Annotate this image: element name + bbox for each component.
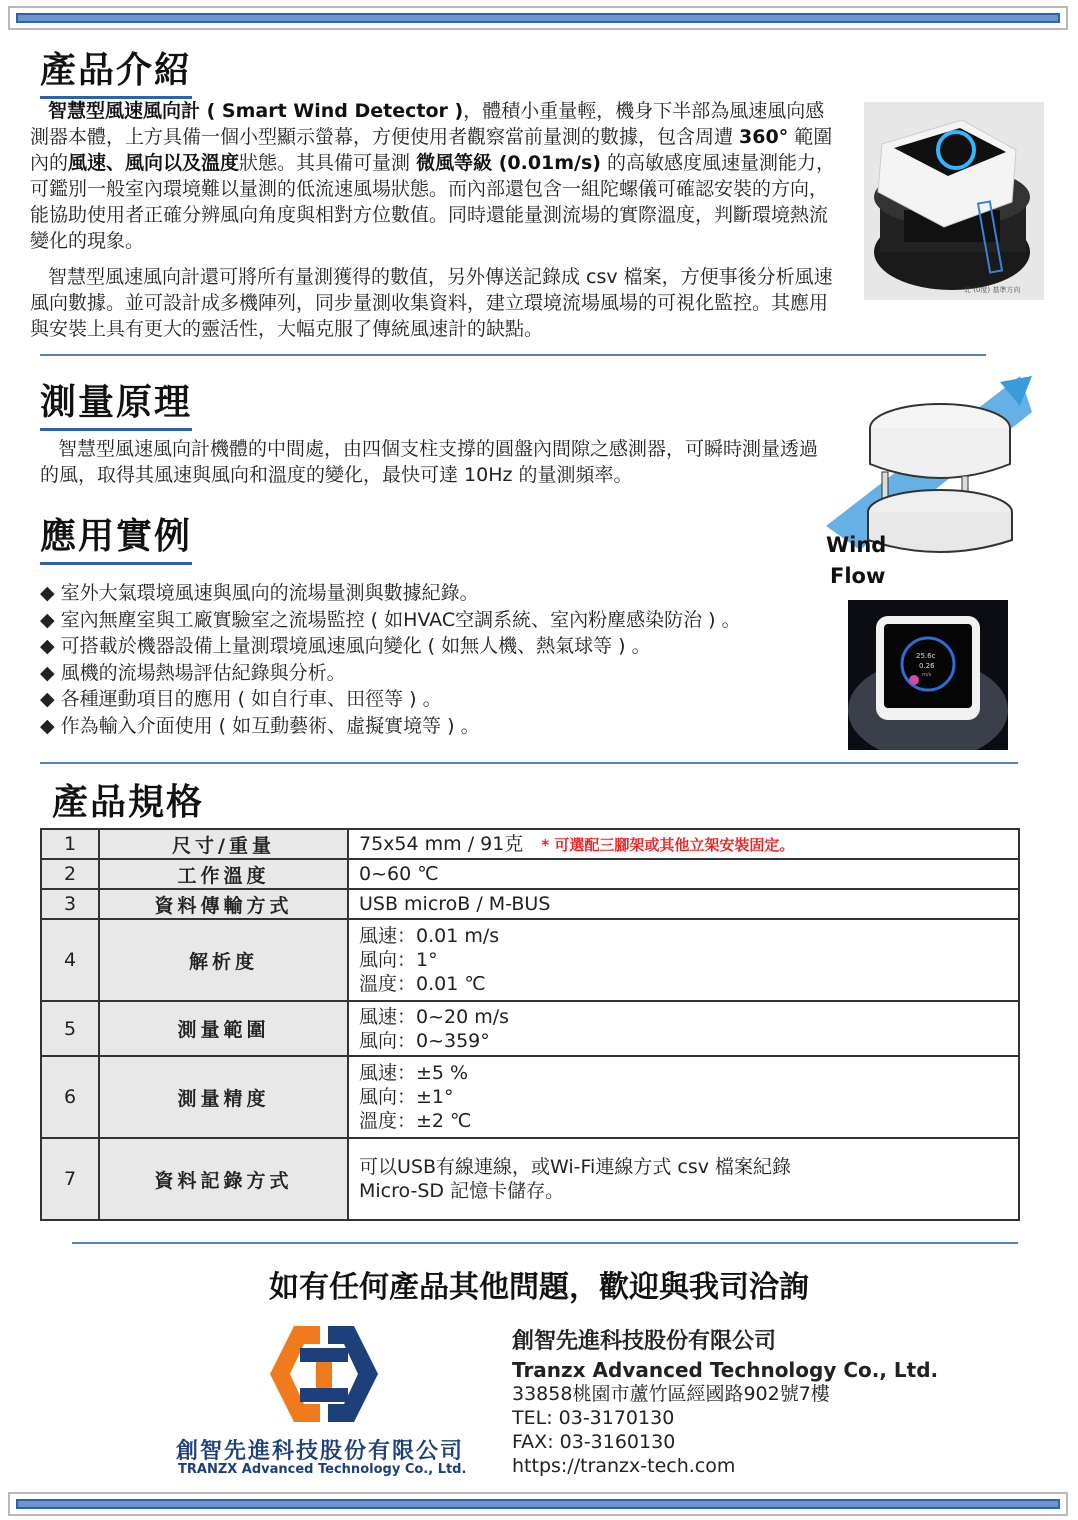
spec-label: 測量範圍: [99, 1001, 348, 1056]
company-name-cn: 創智先進科技股份有限公司: [512, 1329, 777, 1354]
address: 33858桃園市蘆竹區經國路902號7樓: [512, 1383, 830, 1405]
list-item: ◆ 可搭載於機器設備上量測環境風速風向變化 ( 如無人機、熱氣球等 ) 。: [40, 633, 741, 660]
spec-value: 可以USB有線連線，或Wi-Fi連線方式 csv 檔案紀錄 Micro-SD 記憶卡儲存。: [348, 1138, 1019, 1220]
website-link[interactable]: https://tranzx-tech.com: [512, 1455, 736, 1477]
table-row: [41, 1138, 1019, 1220]
logo-english-name: TRANZX Advanced Technology Co., Ltd.: [178, 1462, 467, 1477]
spec-value: 風速：0.01 m/s 風向：1° 溫度：0.01 ℃: [348, 919, 1019, 1001]
screen-readout-2: 0.26: [919, 662, 935, 670]
row-number: 4: [41, 919, 99, 1001]
apps-list: [40, 580, 741, 739]
intro-text-segment: 360°: [739, 126, 789, 148]
spec-label: 測量精度: [99, 1056, 348, 1138]
spec-value: 風速：0~20 m/s 風向：0~359°: [348, 1001, 1019, 1056]
row-number: 6: [41, 1056, 99, 1138]
principle-paragraph: 智慧型風速風向計機體的中間處，由四個支柱支撐的圓盤內間隙之感測器，可瞬時測量透過的風，取得其風速與風向和溫度的變化，最快可達 10Hz 的量測頻率。: [40, 438, 819, 486]
spec-table: [40, 828, 1020, 1221]
table-row: [41, 829, 1019, 859]
table-row: [41, 889, 1019, 919]
intro-text-segment: 範圍內的: [30, 126, 833, 174]
wind-label: Wind: [826, 533, 887, 557]
table-row: [41, 859, 1019, 889]
intro-heading: 產品介紹: [40, 42, 192, 93]
top-border-band: [8, 6, 1068, 30]
intro-text-segment: 微風等級 (0.01m/s): [416, 152, 601, 174]
apps-heading: 應用實例: [40, 508, 192, 559]
screen-readout: 25.6c: [916, 652, 936, 660]
list-item: ◆ 室內無塵室與工廠實驗室之流場監控 ( 如HVAC空調系統、室內粉塵感染防治 ) 。: [40, 607, 741, 634]
wind-flow-diagram: [820, 372, 1034, 592]
list-item: ◆ 風機的流場熱場評估紀錄與分析。: [40, 660, 741, 687]
spec-value: USB microB / M-BUS: [348, 889, 1019, 919]
spec-value: 75x54 mm / 91克 * 可選配三腳架或其他立架安裝固定。: [348, 829, 1019, 859]
table-row: [41, 1001, 1019, 1056]
row-number: 7: [41, 1138, 99, 1220]
section-divider-1: [40, 354, 986, 356]
bottom-border-band: [8, 1492, 1068, 1516]
company-logo: [270, 1326, 378, 1422]
photo-caption: 北 (0度) 基準方向: [964, 286, 1021, 294]
device-display-photo: [848, 600, 1008, 750]
section-divider-2: [40, 762, 1018, 764]
flow-label: Flow: [830, 564, 886, 588]
list-item: ◆ 作為輸入介面使用 ( 如互動藝術、虛擬實境等 ) 。: [40, 713, 741, 740]
intro-text-segment: 智慧型風速風向計 ( Smart Wind Detector ): [48, 100, 464, 122]
contact-block: [512, 1330, 938, 1478]
spec-value: 0~60 ℃: [348, 859, 1019, 889]
principle-heading: 測量原理: [40, 374, 192, 425]
contact-prompt: 如有任何產品其他問題，歡迎與我司洽詢: [269, 1270, 809, 1305]
company-name-en: Tranzx Advanced Technology Co., Ltd.: [512, 1358, 939, 1382]
device-photo: [864, 102, 1044, 300]
list-item: ◆ 室外大氣環境風速與風向的流場量測與數據紀錄。: [40, 580, 741, 607]
intro-text-segment: 風速、風向以及溫度: [68, 152, 240, 174]
spec-label: 尺寸/重量: [99, 829, 348, 859]
tel: TEL: 03-3170130: [512, 1407, 675, 1429]
spec-label: 資料記錄方式: [99, 1138, 348, 1220]
intro-text-segment: 的高敏感度風速量測能力，可鑑別一般室內環境難以量測的低流速風場狀態。而內部還包含一組陀螺儀可確認安裝的方向，能協助使用者正確分辨風向角度與相對方位數值。同時還能量測流場的實際溫度，判斷環境熱流變化的現象。: [30, 152, 836, 252]
spec-value: 風速：±5 % 風向：±1° 溫度：±2 ℃: [348, 1056, 1019, 1138]
spec-label: 解析度: [99, 919, 348, 1001]
table-row: [41, 1056, 1019, 1138]
spec-label: 工作溫度: [99, 859, 348, 889]
section-divider-3: [72, 1242, 1018, 1244]
table-row: [41, 919, 1019, 1001]
intro-text-segment: 狀態。其具備可量測: [239, 152, 417, 174]
row-number: 5: [41, 1001, 99, 1056]
intro-paragraph-2: 智慧型風速風向計還可將所有量測獲得的數值，另外傳送記錄成 csv 檔案，方便事後分析風速風向數據。並可設計成多機陣列，同步量測收集資料，建立環境流場風場的可視化監控。其應用與安裝上具有更大的靈活性，大幅克服了傳統風速計的缺點。: [30, 266, 833, 340]
intro-text-segment: ，體積小重量輕，機身下半部為風速風向感測器本體，上方具備一個小型顯示螢幕，方便使用者觀察當前量測的數據，包含周遭: [30, 100, 825, 148]
spec-heading: 產品規格: [52, 782, 205, 823]
row-number: 1: [41, 829, 99, 859]
list-item: ◆ 各種運動項目的應用 ( 如自行車、田徑等 ) 。: [40, 686, 741, 713]
intro-paragraph-1: [30, 98, 842, 254]
logo-chinese-name: 創智先進科技股份有限公司: [176, 1439, 465, 1464]
fax: FAX: 03-3160130: [512, 1431, 676, 1453]
note: * 可選配三腳架或其他立架安裝固定。: [541, 835, 795, 854]
spec-label: 資料傳輸方式: [99, 889, 348, 919]
screen-unit: m/s: [922, 672, 932, 678]
row-number: 2: [41, 859, 99, 889]
row-number: 3: [41, 889, 99, 919]
